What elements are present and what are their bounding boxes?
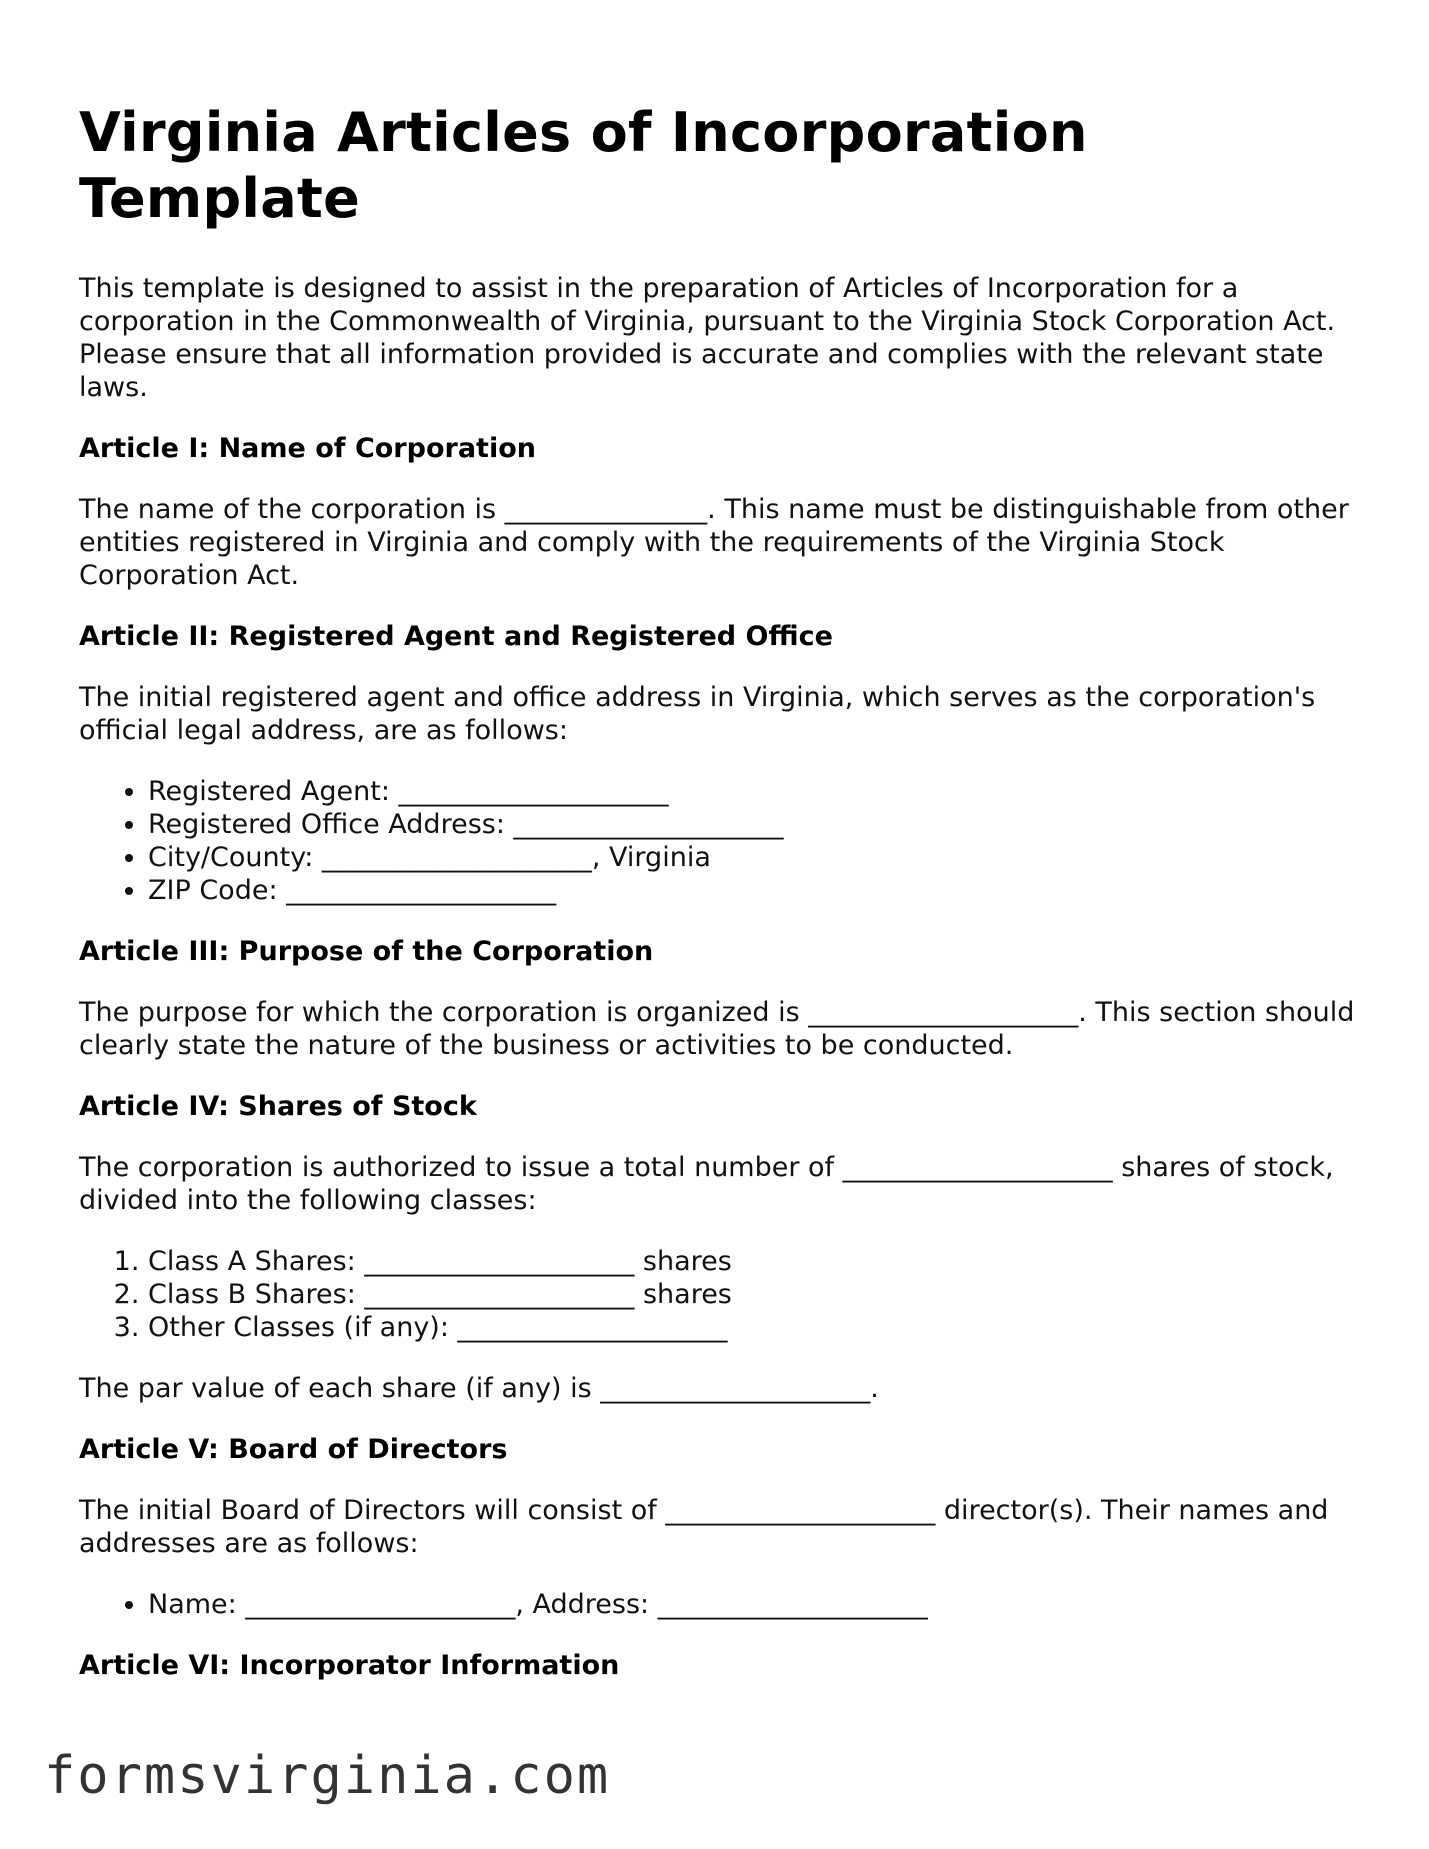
article-3-text: The purpose for which the corporation is organized is ____________________. This section should clearly state the nature of the business or activities to be conducted. [79,997,1355,1061]
document-page [79,100,1369,1710]
share-classes-list [79,1245,1369,1344]
list-item-class-b: 2. Class B Shares: ____________________ shares [148,1278,1369,1311]
par-value-text: The par value of each share (if any) is ____________________. [79,1373,879,1404]
site-watermark: formsvirginia.com [44,1746,611,1806]
article-1-heading: Article I: Name of Corporation [79,433,536,464]
list-item-director: • Name: ____________________, Address: ____________________ [148,1588,1369,1621]
list-item-class-a: 1. Class A Shares: ____________________ shares [148,1245,1369,1278]
list-item-registered-agent: • Registered Agent: ____________________ [148,775,1369,808]
article-6-heading: Article VI: Incorporator Information [79,1650,620,1681]
list-item-other-classes: 3. Other Classes (if any): ____________________ [148,1311,1369,1344]
article-4-heading: Article IV: Shares of Stock [79,1091,477,1122]
registered-agent-list [79,775,1369,907]
article-3-heading: Article III: Purpose of the Corporation [79,936,654,967]
article-5-text: The initial Board of Directors will consist of ____________________ director(s). Their names and addresses are as follows: [79,1495,1329,1559]
article-1-text: The name of the corporation is _______________. This name must be distinguishable from other entities registered in Virginia and comply with the requirements of the Virginia Stock Corporation Act. [79,494,1349,591]
article-2-text: The initial registered agent and office address in Virginia, which serves as the corporation's official legal address, are as follows: [79,682,1316,746]
list-item-city-county: • City/County: ____________________, Virginia [148,841,1369,874]
directors-list [79,1588,1369,1621]
article-5-heading: Article V: Board of Directors [79,1434,508,1465]
intro-paragraph: This template is designed to assist in the preparation of Articles of Incorporation for a corporation in the Commonwealth of Virginia, pursuant to the Virginia Stock Corporation Act. Please ensure that all information provided is accurate and complies with the relevant state laws. [79,273,1336,403]
article-2-heading: Article II: Registered Agent and Registered Office [79,621,833,652]
article-4-text: The corporation is authorized to issue a total number of ____________________ shares of stock, divided into the following classes: [79,1152,1334,1216]
list-item-registered-office: • Registered Office Address: ____________________ [148,808,1369,841]
list-item-zip-code: • ZIP Code: ____________________ [148,874,1369,907]
document-title: Virginia Articles of Incorporation Template [79,101,1088,230]
